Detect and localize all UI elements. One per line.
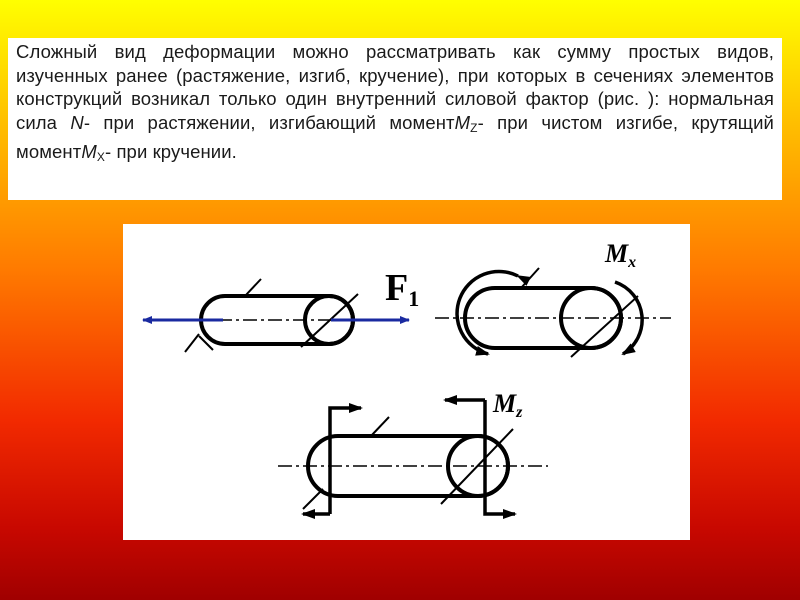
text-part-1: Сложный вид деформации можно рассматривать как сумму простых видов, изученных ранее (растяжение, изгиб, кручение), при которых в сечениях элементов конструкций возникал только один внутренний силовой фактор (рис. ): нормальная сила (16, 41, 774, 133)
text-part-2: - при растяжении, изгибающий момент (83, 111, 455, 133)
description-text-box (8, 38, 782, 200)
normal-force-symbol: N (70, 111, 84, 133)
deformation-figure (123, 224, 690, 540)
tension-hatch-top (245, 279, 261, 296)
text-part-4: - при кручении. (104, 141, 237, 162)
bending-hatch-bottom (303, 489, 323, 509)
bending-diagram (278, 389, 548, 514)
tension-diagram (143, 267, 419, 352)
bending-hatch-top (371, 417, 389, 436)
torsion-moment-label: Mx (605, 239, 637, 271)
bending-moment-arrow-left (330, 408, 361, 514)
bending-section-line (441, 429, 513, 504)
tension-hatch-left (185, 334, 199, 352)
description-paragraph (16, 40, 774, 170)
torque-symbol: M (81, 141, 97, 162)
tension-force-label: F1 (385, 267, 420, 311)
torsion-section-line (571, 296, 638, 357)
bending-moment-symbol: M (454, 111, 471, 133)
torsion-hatch-top (521, 268, 539, 288)
torsion-diagram (435, 239, 671, 357)
bending-moment-subscript: Z (470, 120, 478, 135)
torque-subscript: X (96, 150, 105, 164)
bending-moment-label: Mz (493, 389, 523, 421)
text-part-3: - при чистом изгибе, крутящий момент (16, 111, 774, 162)
